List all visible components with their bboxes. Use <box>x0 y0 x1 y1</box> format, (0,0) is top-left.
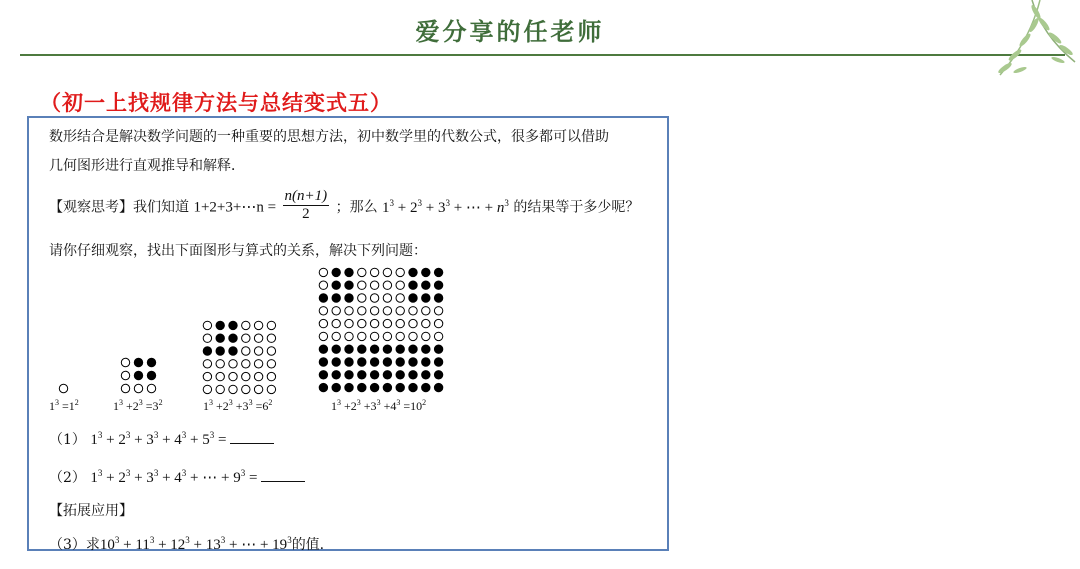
figure-4-label: $1^3 +2^3 +3^3 +4^3 =10^2$ <box>331 398 427 413</box>
filled-dot <box>345 281 353 289</box>
hollow-dot <box>121 371 129 379</box>
filled-dot <box>358 345 366 353</box>
hollow-dot <box>267 334 275 342</box>
figure-3 <box>201 319 279 397</box>
cube-sum-expression: $1^3 + 2^3 + 3^3$ + ⋯ + $n^3$ <box>382 197 509 216</box>
filled-dot <box>147 371 155 379</box>
hollow-dot <box>229 360 237 368</box>
observe-mid: ；那么 <box>335 199 378 216</box>
hollow-dot <box>254 321 262 329</box>
filled-dot <box>434 371 442 379</box>
filled-dot <box>383 358 391 366</box>
sum-fraction <box>283 188 330 223</box>
filled-dot <box>396 371 404 379</box>
filled-dot <box>345 294 353 302</box>
hollow-dot <box>147 384 155 392</box>
filled-dot <box>434 358 442 366</box>
hollow-dot <box>409 332 417 340</box>
filled-dot <box>409 281 417 289</box>
hollow-dot <box>319 268 327 276</box>
filled-dot <box>345 358 353 366</box>
hollow-dot <box>203 372 211 380</box>
hollow-dot <box>203 334 211 342</box>
instruction-text: 请你仔细观察，找出下面图形与算式的关系，解决下列问题： <box>49 243 427 259</box>
hollow-dot <box>409 319 417 327</box>
filled-dot <box>434 281 442 289</box>
hollow-dot <box>242 372 250 380</box>
hollow-dot <box>332 332 340 340</box>
hollow-dot <box>383 307 391 315</box>
question-1-expression: $1^3 + 2^3 + 3^3 + 4^3 + 5^3$ = <box>90 432 274 448</box>
figure-4 <box>317 266 447 396</box>
filled-dot <box>319 383 327 391</box>
filled-dot <box>383 371 391 379</box>
filled-dot <box>345 268 353 276</box>
filled-dot <box>383 345 391 353</box>
hollow-dot <box>383 332 391 340</box>
observe-pre: 我们知道 <box>133 199 189 216</box>
filled-dot <box>332 345 340 353</box>
filled-dot <box>319 294 327 302</box>
hollow-dot <box>434 307 442 315</box>
question-1-label: （1） <box>49 432 86 448</box>
hollow-dot <box>383 268 391 276</box>
filled-dot <box>134 358 142 366</box>
fraction-numerator: n(n+1) <box>284 188 328 204</box>
filled-dot <box>422 345 430 353</box>
hollow-dot <box>121 384 129 392</box>
hollow-dot <box>216 360 224 368</box>
filled-dot <box>409 345 417 353</box>
hollow-dot <box>203 321 211 329</box>
filled-dot <box>422 268 430 276</box>
hollow-dot <box>434 319 442 327</box>
hollow-dot <box>59 384 67 392</box>
hollow-dot <box>121 358 129 366</box>
hollow-dot <box>370 307 378 315</box>
observe-label: 【观察思考】 <box>49 199 133 216</box>
filled-dot <box>345 383 353 391</box>
hollow-dot <box>422 307 430 315</box>
hollow-dot <box>254 360 262 368</box>
filled-dot <box>396 345 404 353</box>
filled-dot <box>229 321 237 329</box>
observe-post: 的结果等于多少呢？ <box>513 199 640 216</box>
hollow-dot <box>267 385 275 393</box>
figure-2 <box>119 356 159 396</box>
question-3-post: 的值. <box>291 537 325 553</box>
hollow-dot <box>409 307 417 315</box>
hollow-dot <box>254 372 262 380</box>
figure-2-label: $1^3 +2^3 =3^2$ <box>113 398 163 413</box>
filled-dot <box>409 383 417 391</box>
hollow-dot <box>332 307 340 315</box>
question-1-answer-blank[interactable] <box>230 431 274 444</box>
hollow-dot <box>396 268 404 276</box>
filled-dot <box>229 347 237 355</box>
section-heading: （初一上找规律方法与总结变式五） <box>40 90 392 115</box>
filled-dot <box>216 347 224 355</box>
filled-dot <box>370 358 378 366</box>
filled-dot <box>332 281 340 289</box>
hollow-dot <box>345 307 353 315</box>
hollow-dot <box>319 307 327 315</box>
filled-dot <box>332 358 340 366</box>
page-title: 爱分享的任老师 <box>415 17 605 46</box>
hollow-dot <box>370 268 378 276</box>
filled-dot <box>203 347 211 355</box>
hollow-dot <box>396 332 404 340</box>
fraction-denominator: 2 <box>302 206 310 222</box>
filled-dot <box>345 371 353 379</box>
hollow-dot <box>267 360 275 368</box>
header-divider <box>20 54 1065 56</box>
filled-dot <box>147 358 155 366</box>
filled-dot <box>434 345 442 353</box>
hollow-dot <box>254 334 262 342</box>
hollow-dot <box>203 385 211 393</box>
filled-dot <box>358 383 366 391</box>
hollow-dot <box>358 319 366 327</box>
hollow-dot <box>229 385 237 393</box>
hollow-dot <box>358 281 366 289</box>
hollow-dot <box>396 319 404 327</box>
hollow-dot <box>396 307 404 315</box>
question-2-label: （2） <box>49 470 86 486</box>
filled-dot <box>345 345 353 353</box>
filled-dot <box>370 371 378 379</box>
hollow-dot <box>216 385 224 393</box>
filled-dot <box>422 371 430 379</box>
question-2 <box>49 467 305 487</box>
question-3-label: （3）求 <box>49 537 100 553</box>
hollow-dot <box>370 294 378 302</box>
filled-dot <box>422 294 430 302</box>
question-3-expression: $10^3 + 11^3 + 12^3 + 13^3$ + ⋯ + $19^3$ <box>99 535 292 553</box>
filled-dot <box>409 371 417 379</box>
hollow-dot <box>370 319 378 327</box>
figure-3-label: $1^3 +2^3 +3^3 =6^2$ <box>203 398 273 413</box>
hollow-dot <box>319 332 327 340</box>
hollow-dot <box>345 319 353 327</box>
hollow-dot <box>267 321 275 329</box>
hollow-dot <box>229 372 237 380</box>
intro-line-1: 数形结合是解决数学问题的一种重要的思想方法，初中数学里的代数公式，很多都可以借助 <box>49 129 609 145</box>
hollow-dot <box>396 281 404 289</box>
filled-dot <box>319 371 327 379</box>
hollow-dot <box>267 347 275 355</box>
question-2-answer-blank[interactable] <box>261 469 305 482</box>
filled-dot <box>383 383 391 391</box>
hollow-dot <box>358 332 366 340</box>
hollow-dot <box>134 384 142 392</box>
expand-label: 【拓展应用】 <box>49 503 133 519</box>
filled-dot <box>216 321 224 329</box>
hollow-dot <box>358 268 366 276</box>
intro-line-2: 几何图形进行直观推导和解释． <box>49 158 245 174</box>
figure-1 <box>57 382 71 396</box>
filled-dot <box>332 268 340 276</box>
question-2-expression: $1^3 + 2^3 + 3^3 + 4^3$ + ⋯ + $9^3$ = <box>90 470 305 486</box>
question-1 <box>49 429 274 449</box>
filled-dot <box>370 383 378 391</box>
filled-dot <box>434 383 442 391</box>
filled-dot <box>409 358 417 366</box>
figure-1-label: $1^3 =1^2$ <box>49 398 79 413</box>
hollow-dot <box>332 319 340 327</box>
filled-dot <box>229 334 237 342</box>
filled-dot <box>422 358 430 366</box>
filled-dot <box>332 294 340 302</box>
hollow-dot <box>267 372 275 380</box>
hollow-dot <box>254 347 262 355</box>
filled-dot <box>396 358 404 366</box>
hollow-dot <box>216 372 224 380</box>
filled-dot <box>422 383 430 391</box>
hollow-dot <box>422 332 430 340</box>
hollow-dot <box>242 334 250 342</box>
hollow-dot <box>319 319 327 327</box>
filled-dot <box>134 371 142 379</box>
question-3 <box>49 534 324 554</box>
filled-dot <box>434 294 442 302</box>
hollow-dot <box>319 281 327 289</box>
filled-dot <box>409 268 417 276</box>
filled-dot <box>319 345 327 353</box>
hollow-dot <box>254 385 262 393</box>
hollow-dot <box>242 385 250 393</box>
hollow-dot <box>358 307 366 315</box>
filled-dot <box>422 281 430 289</box>
hollow-dot <box>242 347 250 355</box>
filled-dot <box>332 383 340 391</box>
filled-dot <box>332 371 340 379</box>
filled-dot <box>409 294 417 302</box>
hollow-dot <box>345 332 353 340</box>
filled-dot <box>434 268 442 276</box>
hollow-dot <box>370 332 378 340</box>
hollow-dot <box>396 294 404 302</box>
willow-branch-decoration <box>970 0 1080 95</box>
hollow-dot <box>370 281 378 289</box>
hollow-dot <box>358 294 366 302</box>
filled-dot <box>358 371 366 379</box>
filled-dot <box>358 358 366 366</box>
hollow-dot <box>383 319 391 327</box>
filled-dot <box>216 334 224 342</box>
hollow-dot <box>383 281 391 289</box>
hollow-dot <box>242 321 250 329</box>
observe-paragraph <box>49 190 639 225</box>
hollow-dot <box>242 360 250 368</box>
filled-dot <box>319 358 327 366</box>
filled-dot <box>396 383 404 391</box>
hollow-dot <box>434 332 442 340</box>
hollow-dot <box>383 294 391 302</box>
hollow-dot <box>422 319 430 327</box>
hollow-dot <box>203 360 211 368</box>
filled-dot <box>370 345 378 353</box>
problem-box <box>27 116 669 551</box>
sum-expression: 1+2+3+⋯n = <box>193 199 277 216</box>
